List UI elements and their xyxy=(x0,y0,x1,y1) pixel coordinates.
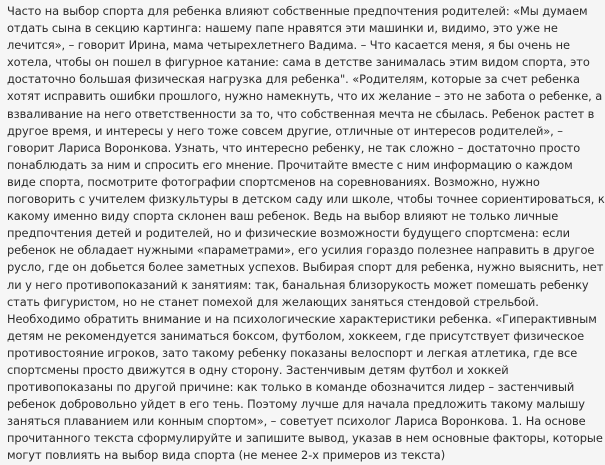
text-line: русло, где он добьется более заметных успехов. Выбирая спорт для ребенка, нужно выяснить, нет xyxy=(7,260,604,275)
text-line: Часто на выбор спорта для ребенка влияют собственные предпочтения родителей: «Мы думаем xyxy=(7,4,588,18)
text-line: какому именно виду спорта склонен ваш ребенок. Ведь на выбор влияют не только личные xyxy=(7,209,559,224)
text-line: прочитанного текста сформулируйте и запишите вывод, указав в нем основные факторы, которые xyxy=(7,431,603,446)
text-line: говорит Лариса Воронкова. Узнать, что интересно ребенку, не так сложно – достаточно просто xyxy=(7,140,581,155)
text-line: детям не рекомендуется заниматься боксом, футболом, хоккеем, где присутствует физическое xyxy=(7,328,585,343)
text-line: достаточно большая физическая нагрузка для ребенка". «Родителям, которые за счет ребенка xyxy=(7,72,580,87)
text-line: стать фигуристом, но не станет помехой для желающих заняться стендовой стрельбой. xyxy=(7,294,539,309)
text-line: предпочтения детей и родителей, но и физические возможности будущего спортсмена: если xyxy=(7,226,570,241)
text-line: ли у него противопоказаний к занятиям: так, банальная близорукость может помешать ребенку xyxy=(7,277,589,292)
text-line: хотела, чтобы он пошел в фигурное катание: сама в детстве занималась этим видом спорта, это xyxy=(7,55,590,70)
body-paragraph xyxy=(7,3,605,465)
text-line: ребенок не обладает нужными «параметрами», его усилия гораздо полезнее направить в другое xyxy=(7,243,595,258)
text-line: противостояние игроков, зато такому ребенку показаны велоспорт и легкая атлетика, где все xyxy=(7,345,578,360)
text-line: Необходимо обратить внимание и на психологические характеристики ребенка. «Гиперактивным xyxy=(7,311,597,326)
text-line: ребенок добровольно уйдет в его тень. Поэтому лучше для начала предложить такому малышу xyxy=(7,397,585,412)
text-line: могут повлиять на выбор вида спорта (не менее 2-х примеров из текста) xyxy=(7,448,446,463)
text-line: взваливание на него ответственности за то, что собственная мечта не сбылась. Ребенок растет в xyxy=(7,106,595,121)
text-line: спортсмены просто движутся в одну сторону. Застенчивым детям футбол и хоккей xyxy=(7,362,509,377)
text-line: отдать сына в секцию картинга: нашему папе нравятся эти машинки и, видимо, это уже не xyxy=(7,21,558,36)
text-line: заняться плаванием или конным спортом», – советует психолог Лариса Воронкова. 1. На основе xyxy=(7,414,586,429)
text-line: виде спорта, посмотрите фотографии спортсменов на соревнованиях. Возможно, нужно xyxy=(7,174,540,189)
text-line: хотят исправить ошибки прошлого, нужно намекнуть, что их желание – это не забота о ребенке, а xyxy=(7,89,603,104)
text-line: другое время, и интересы у него тоже совсем другие, отличные от интересов родителей», – xyxy=(7,123,563,138)
text-line: лечится», – говорит Ирина, мама четырехлетнего Вадима. – Что касается меня, я бы очень не xyxy=(7,38,570,53)
text-line: противопоказаны по другой причине: как только в команде обозначится лидер – застенчивый xyxy=(7,380,575,395)
text-line: поговорить с учителем физкультуры в детском саду или школе, чтобы точнее сориентироваться, к xyxy=(7,192,605,207)
text-line: понаблюдать за ним и спросить его мнение. Прочитайте вместе с ним информацию о каждом xyxy=(7,157,573,172)
